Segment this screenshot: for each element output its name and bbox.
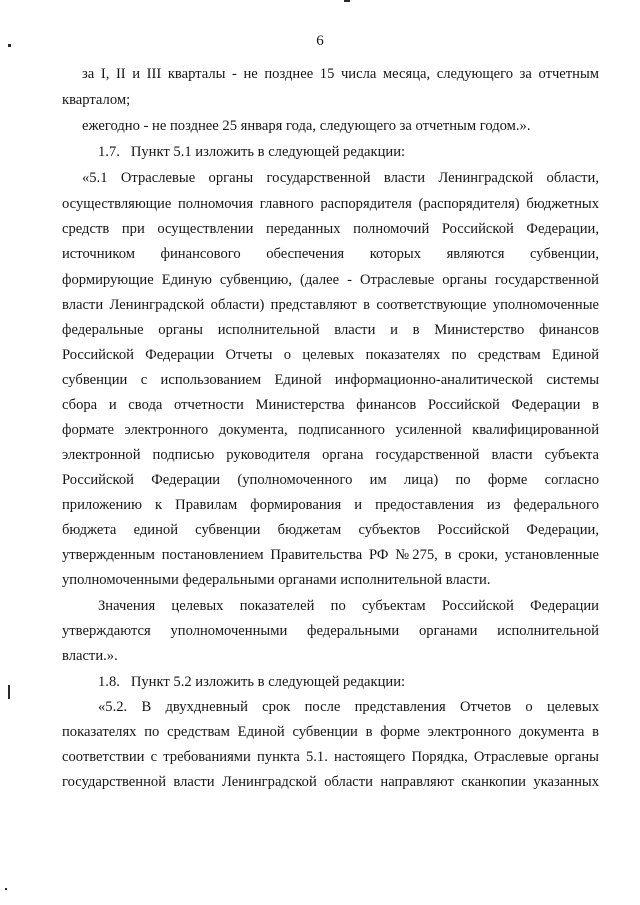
text-line: показателях по средствам Единой субвенции в форме электронного документа в [62,724,599,740]
text-line: Российской Федерации (уполномоченного им лица) по форме согласно [62,472,599,488]
text-line: федеральные органы исполнительной власти и в Министерство финансов [62,322,599,338]
text-line: соответствии с требованиями пункта 5.1. настоящего Порядка, Отраслевые органы [62,749,599,765]
text-line: уполномоченными федеральными органами исполнительной власти. [62,572,491,588]
text-line: источником финансового обеспечения которых являются субвенции, [62,246,599,262]
scan-mark-bottom [5,888,7,890]
text-line: субвенции с использованием Единой информационно-аналитической системы [62,372,599,388]
text-line: государственной власти Ленинградской области направляют сканкопии указанных [62,774,599,790]
text-line: электронной подписью руководителя органа государственной власти субъекта [62,447,599,463]
text-line: власти Ленинградской области) представляют в соответствующие уполномоченные [62,297,599,313]
text-line: «5.1 Отраслевые органы государственной власти Ленинградской области, [82,170,599,186]
text-line: Российской Федерации Отчеты о целевых показателях по средствам Единой [62,347,599,363]
text-line: ежегодно - не позднее 25 января года, следующего за отчетным годом.». [82,118,531,134]
text-line: Значения целевых показателей по субъектам Российской Федерации [98,598,599,614]
text-line: за I, II и III кварталы - не позднее 15 числа месяца, следующего за отчетным [82,66,599,82]
text-line: 1.8. Пункт 5.2 изложить в следующей редакции: [98,674,406,690]
text-line: кварталом; [62,92,131,108]
scan-mark-margin [8,685,10,699]
text-line: приложению к Правилам формирования и предоставления из федерального [62,497,599,513]
text-line: сбора и свода отчетности Министерства финансов Российской Федерации в [62,397,599,413]
text-line: бюджета единой субвенции бюджетам субъектов Российской Федерации, [62,522,599,538]
text-line: утверждаются уполномоченными федеральными органами исполнительной [62,623,599,639]
text-line: власти.». [62,648,118,664]
text-line: осуществляющие полномочия главного распорядителя (распорядителя) бюджетных [62,196,599,212]
text-line: 1.7. Пункт 5.1 изложить в следующей редакции: [98,144,406,160]
scan-mark-top [344,0,350,2]
text-line: формирующие Единую субвенцию, (далее - Отраслевые органы государственной [62,272,599,288]
text-line: «5.2. В двухдневный срок после представления Отчетов о целевых [98,699,599,715]
text-line: средств при осуществлении переданных полномочий Российской Федерации, [62,221,599,237]
text-line: формате электронного документа, подписанного усиленной квалифицированной [62,422,599,438]
text-line: утвержденным постановлением Правительства РФ №275, в сроки, установленные [62,547,599,563]
page-number: 6 [316,33,324,49]
